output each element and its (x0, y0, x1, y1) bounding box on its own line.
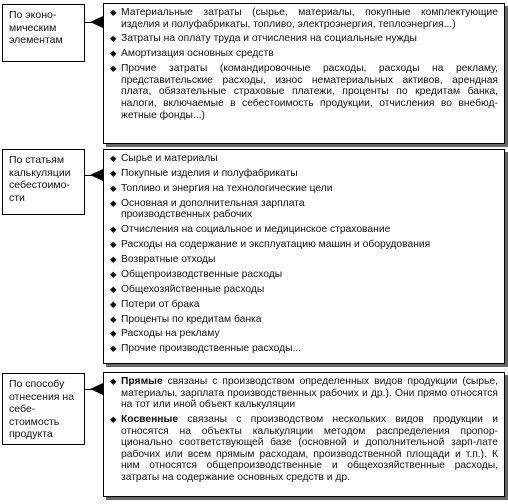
group-economic-elements-label (2, 4, 85, 62)
group-attribution-method-label (2, 373, 85, 445)
diamond-bullet-icon: ◆ (110, 253, 117, 264)
diamond-bullet-icon: ◆ (110, 63, 117, 74)
list-item: ◆ Покупные изделия и полуфабрикаты (110, 167, 298, 179)
diamond-bullet-icon: ◆ (110, 182, 117, 193)
arrow-icon (90, 16, 103, 28)
arrow-icon (90, 383, 103, 395)
diamond-bullet-icon: ◆ (110, 7, 117, 17)
list-item: ◆ Топливо и энергия на технологические цели (110, 182, 333, 194)
list-item: ◆ Общехозяйственные расходы (110, 283, 265, 295)
diamond-bullet-icon: ◆ (110, 343, 117, 354)
list-item: ◆ Расходы на рекламу (110, 328, 220, 340)
arrow-icon (90, 169, 103, 181)
diamond-bullet-icon: ◆ (110, 268, 117, 279)
group-attribution-method-list (103, 372, 505, 497)
list-item: ◆ Косвенные связаны с производством нескольких видов продукции и относятся на объекты калькуляции методом распределения пропор-ционально соответствующей базе (основной и дополнительной зарп-лате рабочих или всем прямым расходам, производственной площади и т.п.). К ним относятся общепроизводственные и общехозяйственные расходы, затраты на содержание основных средств и др. (110, 414, 498, 484)
group-title: По способу отнесения на себе-стоимость продукта (9, 378, 75, 440)
diamond-bullet-icon: ◆ (110, 376, 117, 386)
group-economic-elements-list (103, 3, 505, 144)
diamond-bullet-icon: ◆ (110, 153, 117, 163)
list-item: ◆ Проценты по кредитам банка (110, 313, 262, 325)
diamond-bullet-icon: ◆ (110, 48, 117, 59)
diamond-bullet-icon: ◆ (110, 167, 117, 178)
diamond-bullet-icon: ◆ (110, 414, 117, 425)
list-item: ◆ Прочие производственные расходы... (110, 343, 302, 355)
list-item: ◆ Амортизация основных средств (110, 48, 274, 60)
diamond-bullet-icon: ◆ (110, 298, 117, 309)
list-item: ◆ Общепроизводственные расходы (110, 268, 283, 280)
group-title: По эконо-мическим элементам (9, 9, 63, 46)
diamond-bullet-icon: ◆ (110, 283, 117, 294)
diamond-bullet-icon: ◆ (110, 239, 117, 250)
list-item: ◆ Материальные затраты (сырье, материалы, покупные комплектующие изделия и полуфабрикаты, топливо, электроэнергия, теплоэнергия...) (110, 7, 498, 30)
diamond-bullet-icon: ◆ (110, 328, 117, 339)
list-item: ◆ Затраты на оплату труда и отчисления на социальные нужды (110, 33, 417, 45)
list-item: ◆ Сырье и материалы (110, 153, 218, 164)
diamond-bullet-icon: ◆ (110, 197, 117, 208)
list-item: ◆ Прочие затраты (командировочные расходы, расходы на рекламу, представительские расходы, износ нематериальных активов, арендная плата, обязательные страховые платежи, проценты по кредитам банка, налоги, включаемые в себестоимость продукции, отчисления во внебюд-жетные фонды...) (110, 63, 498, 121)
diamond-bullet-icon: ◆ (110, 313, 117, 324)
group-title: По статьям калькуляции себестоимо-сти (9, 154, 71, 204)
list-item: ◆ Возвратные отходы (110, 253, 216, 265)
list-item: ◆ Прямые связаны с производством определенных видов продукции (сырье, материалы, зарплата производственных рабочих и др.). Они прямо относятся на тот или иной объект калькуляции (110, 376, 498, 411)
item-lead-term: Косвенные (121, 414, 179, 426)
group-cost-items-label (2, 149, 85, 215)
list-item: ◆ Отчисления на социальное и медицинское страхование (110, 224, 391, 236)
list-item: ◆ Основная и дополнительная зарплата производственных рабочих (110, 197, 305, 221)
list-item: ◆ Расходы на содержание и эксплуатацию машин и оборудования (110, 239, 431, 251)
list-item: ◆ Потери от брака (110, 298, 200, 310)
group-cost-items-list (103, 149, 505, 364)
item-lead-term: Прямые (121, 376, 163, 387)
diamond-bullet-icon: ◆ (110, 33, 117, 44)
diamond-bullet-icon: ◆ (110, 224, 117, 235)
